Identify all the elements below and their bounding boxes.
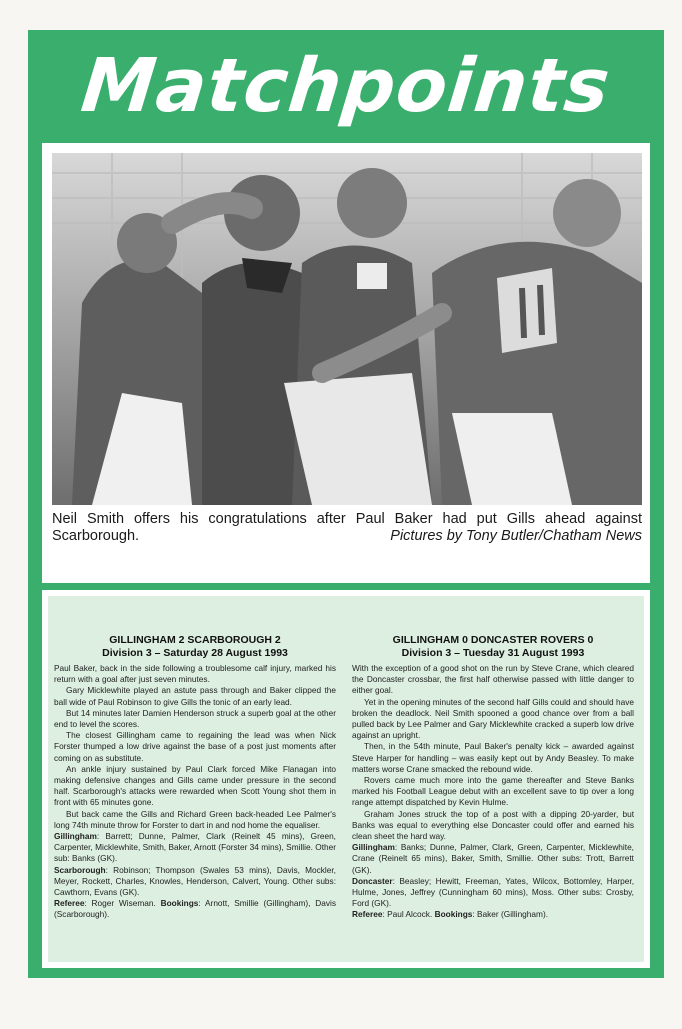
match-date: Division 3 – Saturday 28 August 1993	[102, 646, 288, 659]
report-paragraph: An ankle injury sustained by Paul Clark forced Mike Flanagan into making defensive changes and Gills came under pressure in the second half. Scarborough's attacks were rewarded when Scott Young shot them in front with 65 minutes gone.	[54, 763, 336, 808]
match-heading	[54, 634, 336, 659]
lineup-players: : Barrett; Dunne, Palmer, Clark (Reinelt 45 mins), Green, Carpenter, Micklewhite, Smith, Baker, Arnott (Forster 34 mins), Smillie. Other sub: Banks (GK).	[54, 831, 336, 864]
report-paragraph: Graham Jones struck the top of a post with a dipping 20-yarder, but Banks was equal to everything else Doncaster could offer and earned his clean sheet the hard way.	[352, 808, 634, 842]
lineup-players: : Beasley; Hewitt, Freeman, Yates, Wilcox, Bottomley, Harper, Hulme, Jones, Jeffrey (Cunningham 60 mins), Moss. Other subs: Crosby, Ford (GK).	[352, 875, 634, 909]
photo-caption	[52, 511, 642, 545]
bookings-list: : Arnott, Smillie (Gillingham), Davis (Scarborough).	[54, 898, 336, 920]
match-score: GILLINGHAM 0 DONCASTER ROVERS 0	[392, 634, 594, 646]
bookings-label: Bookings	[434, 909, 473, 920]
team-name: Doncaster	[352, 875, 393, 886]
players-celebrating-image	[52, 153, 642, 505]
team-lineup	[352, 876, 634, 910]
report-paragraph: Paul Baker, back in the side following a troublesome calf injury, marked his return with a goal after just seven minutes.	[54, 663, 336, 685]
team-lineup	[54, 831, 336, 865]
team-name: Scarborough	[54, 864, 106, 875]
team-lineup	[54, 865, 336, 899]
lineup-players: : Banks; Dunne, Palmer, Clark, Green, Carpenter, Micklewhite, Crane (Reinelt 65 mins), Baker, Smith, Smillie. Other subs: Trott, Barrett (GK).	[352, 842, 634, 875]
report-paragraph: Rovers came much more into the game thereafter and Steve Banks marked his Football League debut with an excellent save to tip over a long range attempt dispatched by Kevin Hulme.	[352, 775, 634, 808]
officials-line	[54, 898, 336, 920]
match-report-doncaster	[352, 634, 634, 921]
match-report-scarborough	[54, 634, 336, 921]
officials-line	[352, 909, 634, 920]
referee-label: Referee	[54, 898, 85, 909]
bookings-label: Bookings	[160, 898, 199, 909]
report-paragraph: Yet in the opening minutes of the second half Gills could and should have broken the deadlock. Neil Smith spooned a good chance over from a ball pulled back by Lee Palmer and Gary Micklewhite cracked a superb low drive against an upright.	[352, 696, 634, 741]
photo-credit: Pictures by Tony Butler/Chatham News	[390, 528, 642, 544]
report-paragraph: Then, in the 54th minute, Paul Baker's penalty kick – awarded against Steve Harper for handling – was easily kept out by Andy Beasley. To make matters worse Crane smacked the rebound wide.	[352, 741, 634, 774]
match-photo	[52, 153, 642, 505]
page-title: Matchpoints	[77, 43, 615, 129]
photo-panel	[42, 143, 650, 583]
match-heading	[352, 634, 634, 659]
team-lineup	[352, 842, 634, 876]
match-date: Division 3 – Tuesday 31 August 1993	[401, 646, 585, 659]
referee-name: : Roger Wiseman.	[84, 898, 161, 909]
bookings-list: : Baker (Gillingham).	[472, 909, 549, 920]
report-paragraph: But 14 minutes later Damien Henderson struck a superb goal at the other end to level the scores.	[54, 707, 336, 730]
report-panel	[42, 590, 650, 968]
report-paragraph: Gary Micklewhite played an astute pass through and Baker clipped the ball wide of Paul Robinson to give Gills the tonic of an early lead.	[54, 685, 336, 707]
report-paragraph: With the exception of a good shot on the run by Steve Crane, which cleared the Doncaster crossbar, the first half otherwise passed with little danger to either goal.	[352, 663, 634, 696]
referee-label: Referee	[352, 909, 383, 920]
report-paragraph: But back came the Gills and Richard Green back-headed Lee Palmer's long 74th minute throw for Forster to dart in and nod home the equaliser.	[54, 808, 336, 830]
lineup-players: : Robinson; Thompson (Swales 53 mins), Davis, Mockler, Meyer, Rockett, Charles, Knowles, Henderson, Calvert, Young. Other subs: Cawthorn, Evans (GK).	[54, 864, 336, 898]
report-inner	[48, 596, 644, 962]
referee-name: : Paul Alcock.	[382, 909, 435, 920]
report-paragraph: The closest Gillingham came to regaining the lead was when Nick Forster thumped a low drive against the base of a post just moments after coming on as substitute.	[54, 730, 336, 763]
team-name: Gillingham	[54, 831, 97, 842]
green-page-frame	[28, 30, 664, 978]
title-band	[28, 30, 664, 142]
team-name: Gillingham	[352, 842, 395, 853]
match-score: GILLINGHAM 2 SCARBOROUGH 2	[109, 634, 281, 646]
caption-main: Neil Smith offers his congratulations after Paul Baker had put Gills ahead against Scarborough.	[52, 511, 642, 544]
